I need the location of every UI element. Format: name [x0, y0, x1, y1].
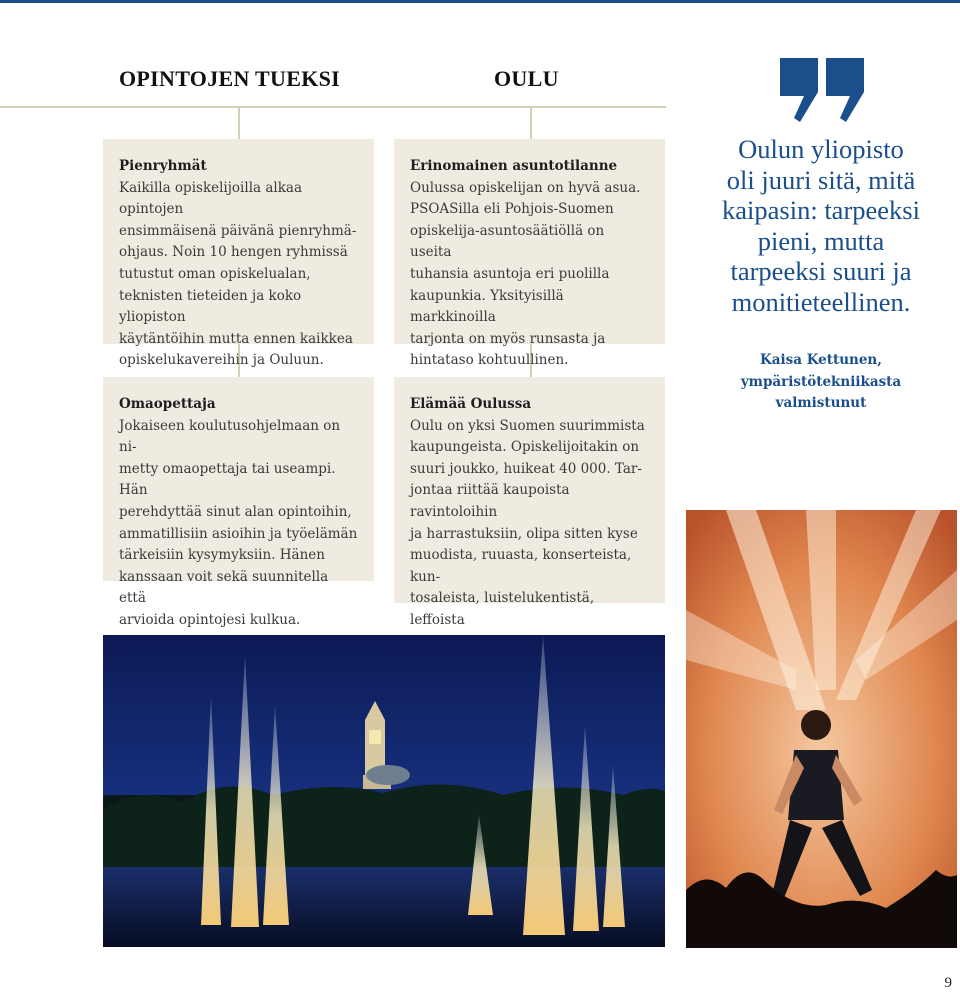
- box-title: Omaopettaja: [119, 396, 216, 412]
- quote-attribution: Kaisa Kettunen, ympäristötekniikasta valmistunut: [740, 352, 902, 412]
- top-rule: [0, 0, 960, 3]
- page-number: 9: [944, 975, 952, 991]
- box-title: Erinomainen asuntotilanne: [410, 158, 618, 174]
- section-heading-opintojen-tueksi: OPINTOJEN TUEKSI: [119, 66, 340, 91]
- photo-fountains-oulu-night: [103, 635, 665, 947]
- box-body: Oulu on yksi Suomen suurimmista kaupungeista. Opiskelijoitakin on suuri joukko, huikeat 40 000. Tar- jontaa riittää kaupoista ravintoloihin ja harrastuksiin, olipa sitten kyse muodista, ruuasta, konserteista, kun- tosaleista, luistelukentistä, leffoista: [410, 417, 645, 628]
- box-title: Pienryhmät: [119, 158, 207, 174]
- pull-quote: Oulun yliopisto oli juuri sitä, mitä kaipasin: tarpeeksi pieni, mutta tarpeeksi suuri ja monitieteellinen.: [722, 134, 920, 317]
- info-box-elamaa-oulussa: [394, 377, 665, 628]
- info-box-omaopettaja: [103, 377, 374, 628]
- box-body: Oulussa opiskelijan on hyvä asua. PSOASilla eli Pohjois-Suomen opiskelija-asuntosäätiöllä on useita tuhansia asuntoja eri puolilla kaupunkia. Yksityisillä markkinoilla tarjonta on myös runsasta ja hintataso kohtuullinen.: [410, 179, 641, 369]
- info-box-asuntotilanne: [394, 139, 665, 369]
- photo-concert-performer: [686, 510, 957, 948]
- box-title: Elämää Oulussa: [410, 396, 532, 412]
- connector-line: [530, 108, 532, 139]
- quote-mark-icon: [778, 56, 866, 124]
- info-box-pienryhmat: [103, 139, 374, 369]
- connector-line: [238, 108, 240, 139]
- box-body: Kaikilla opiskelijoilla alkaa opintojen ensimmäisenä päivänä pienryhmä- ohjaus. Noin 10 hengen ryhmissä tutustut oman opiskelualan, teknisten tieteiden ja koko yliopiston käytäntöihin mutta ennen kaikkea opiskelukavereihin ja Ouluun.: [119, 179, 357, 369]
- section-heading-oulu: OULU: [494, 66, 559, 91]
- heading-divider: [0, 106, 666, 108]
- box-body: Jokaiseen koulutusohjelmaan on ni- metty omaopettaja tai useampi. Hän perehdyttää sinut alan opintoihin, ammatillisiin asioihin ja työelämän tärkeisiin kysymyksiin. Hänen kanssaan voit sekä suunnitella että arvioida opintojesi kulkua.: [119, 417, 358, 628]
